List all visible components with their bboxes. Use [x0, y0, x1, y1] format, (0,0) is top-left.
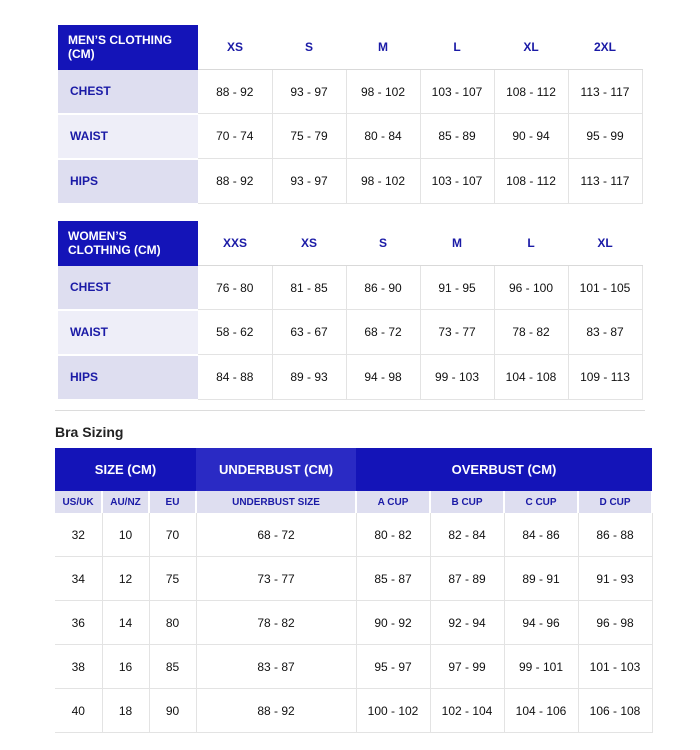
- cell: 90: [149, 689, 196, 733]
- subheader: A CUP: [356, 491, 430, 513]
- subheader: UNDERBUST SIZE: [196, 491, 356, 513]
- cell: 36: [55, 601, 102, 645]
- measure-value: 91 - 95: [420, 266, 494, 310]
- cell: 97 - 99: [430, 645, 504, 689]
- measure-value: 81 - 85: [272, 266, 346, 310]
- cell: 99 - 101: [504, 645, 578, 689]
- womens-table-title: WOMEN’S CLOTHING (CM): [58, 221, 198, 266]
- measure-value: 89 - 93: [272, 355, 346, 400]
- mens-table-title: MEN’S CLOTHING (CM): [58, 25, 198, 70]
- section-divider: [55, 410, 645, 411]
- size-header: S: [272, 25, 346, 70]
- size-header: L: [494, 221, 568, 266]
- measure-label: WAIST: [58, 114, 198, 159]
- measure-value: 86 - 90: [346, 266, 420, 310]
- cell: 32: [55, 513, 102, 557]
- subheader: B CUP: [430, 491, 504, 513]
- measure-value: 93 - 97: [272, 70, 346, 114]
- cell: 83 - 87: [196, 645, 356, 689]
- size-header: L: [420, 25, 494, 70]
- size-header: XXS: [198, 221, 272, 266]
- measure-value: 76 - 80: [198, 266, 272, 310]
- measure-value: 58 - 62: [198, 310, 272, 355]
- measure-value: 93 - 97: [272, 159, 346, 204]
- cell: 70: [149, 513, 196, 557]
- measure-value: 99 - 103: [420, 355, 494, 400]
- table-row: [58, 266, 642, 310]
- cell: 78 - 82: [196, 601, 356, 645]
- measure-value: 80 - 84: [346, 114, 420, 159]
- cell: 102 - 104: [430, 689, 504, 733]
- cell: 18: [102, 689, 149, 733]
- table-row: [55, 557, 652, 601]
- subheader: D CUP: [578, 491, 652, 513]
- table-row: [55, 513, 652, 557]
- measure-value: 85 - 89: [420, 114, 494, 159]
- table-row: [58, 70, 642, 114]
- cell: 16: [102, 645, 149, 689]
- bra-sizing-title: Bra Sizing: [55, 424, 124, 440]
- measure-value: 108 - 112: [494, 159, 568, 204]
- cell: 101 - 103: [578, 645, 652, 689]
- cell: 106 - 108: [578, 689, 652, 733]
- size-header: XS: [272, 221, 346, 266]
- measure-value: 101 - 105: [568, 266, 642, 310]
- womens-header-row: [58, 221, 642, 266]
- underbust-group-header: UNDERBUST (CM): [196, 448, 356, 491]
- measure-label: HIPS: [58, 355, 198, 400]
- measure-label: CHEST: [58, 266, 198, 310]
- cell: 68 - 72: [196, 513, 356, 557]
- cell: 90 - 92: [356, 601, 430, 645]
- womens-size-table: [58, 221, 643, 401]
- cell: 86 - 88: [578, 513, 652, 557]
- cell: 100 - 102: [356, 689, 430, 733]
- overbust-group-header: OVERBUST (CM): [356, 448, 652, 491]
- measure-value: 63 - 67: [272, 310, 346, 355]
- cell: 75: [149, 557, 196, 601]
- mens-size-table: [58, 25, 643, 205]
- cell: 82 - 84: [430, 513, 504, 557]
- size-header: M: [420, 221, 494, 266]
- cell: 91 - 93: [578, 557, 652, 601]
- size-header: XL: [494, 25, 568, 70]
- subheader: US/UK: [55, 491, 102, 513]
- cell: 14: [102, 601, 149, 645]
- measure-value: 113 - 117: [568, 159, 642, 204]
- measure-value: 70 - 74: [198, 114, 272, 159]
- measure-value: 84 - 88: [198, 355, 272, 400]
- size-header: M: [346, 25, 420, 70]
- cell: 80: [149, 601, 196, 645]
- cell: 104 - 106: [504, 689, 578, 733]
- measure-value: 75 - 79: [272, 114, 346, 159]
- measure-value: 68 - 72: [346, 310, 420, 355]
- bra-subheader-row: [55, 491, 652, 513]
- cell: 10: [102, 513, 149, 557]
- cell: 95 - 97: [356, 645, 430, 689]
- table-row: [55, 689, 652, 733]
- size-header: S: [346, 221, 420, 266]
- measure-value: 109 - 113: [568, 355, 642, 400]
- cell: 85 - 87: [356, 557, 430, 601]
- cell: 89 - 91: [504, 557, 578, 601]
- subheader: EU: [149, 491, 196, 513]
- measure-value: 90 - 94: [494, 114, 568, 159]
- measure-value: 103 - 107: [420, 70, 494, 114]
- cell: 40: [55, 689, 102, 733]
- measure-value: 104 - 108: [494, 355, 568, 400]
- measure-label: CHEST: [58, 70, 198, 114]
- subheader: AU/NZ: [102, 491, 149, 513]
- cell: 96 - 98: [578, 601, 652, 645]
- mens-header-row: [58, 25, 642, 70]
- size-group-header: SIZE (CM): [55, 448, 196, 491]
- measure-value: 108 - 112: [494, 70, 568, 114]
- cell: 92 - 94: [430, 601, 504, 645]
- measure-value: 96 - 100: [494, 266, 568, 310]
- cell: 12: [102, 557, 149, 601]
- cell: 80 - 82: [356, 513, 430, 557]
- measure-value: 78 - 82: [494, 310, 568, 355]
- measure-value: 113 - 117: [568, 70, 642, 114]
- table-row: [58, 355, 642, 400]
- cell: 73 - 77: [196, 557, 356, 601]
- bra-group-header-row: [55, 448, 652, 491]
- cell: 87 - 89: [430, 557, 504, 601]
- measure-value: 83 - 87: [568, 310, 642, 355]
- table-row: [58, 114, 642, 159]
- subheader: C CUP: [504, 491, 578, 513]
- cell: 88 - 92: [196, 689, 356, 733]
- cell: 85: [149, 645, 196, 689]
- measure-value: 98 - 102: [346, 159, 420, 204]
- measure-value: 95 - 99: [568, 114, 642, 159]
- measure-value: 73 - 77: [420, 310, 494, 355]
- cell: 34: [55, 557, 102, 601]
- size-header: 2XL: [568, 25, 642, 70]
- cell: 38: [55, 645, 102, 689]
- measure-value: 88 - 92: [198, 159, 272, 204]
- table-row: [58, 159, 642, 204]
- measure-value: 98 - 102: [346, 70, 420, 114]
- size-header: XL: [568, 221, 642, 266]
- measure-value: 94 - 98: [346, 355, 420, 400]
- table-row: [58, 310, 642, 355]
- table-row: [55, 601, 652, 645]
- measure-value: 103 - 107: [420, 159, 494, 204]
- measure-value: 88 - 92: [198, 70, 272, 114]
- cell: 94 - 96: [504, 601, 578, 645]
- bra-size-table: [55, 448, 653, 733]
- measure-label: HIPS: [58, 159, 198, 204]
- size-header: XS: [198, 25, 272, 70]
- measure-label: WAIST: [58, 310, 198, 355]
- cell: 84 - 86: [504, 513, 578, 557]
- table-row: [55, 645, 652, 689]
